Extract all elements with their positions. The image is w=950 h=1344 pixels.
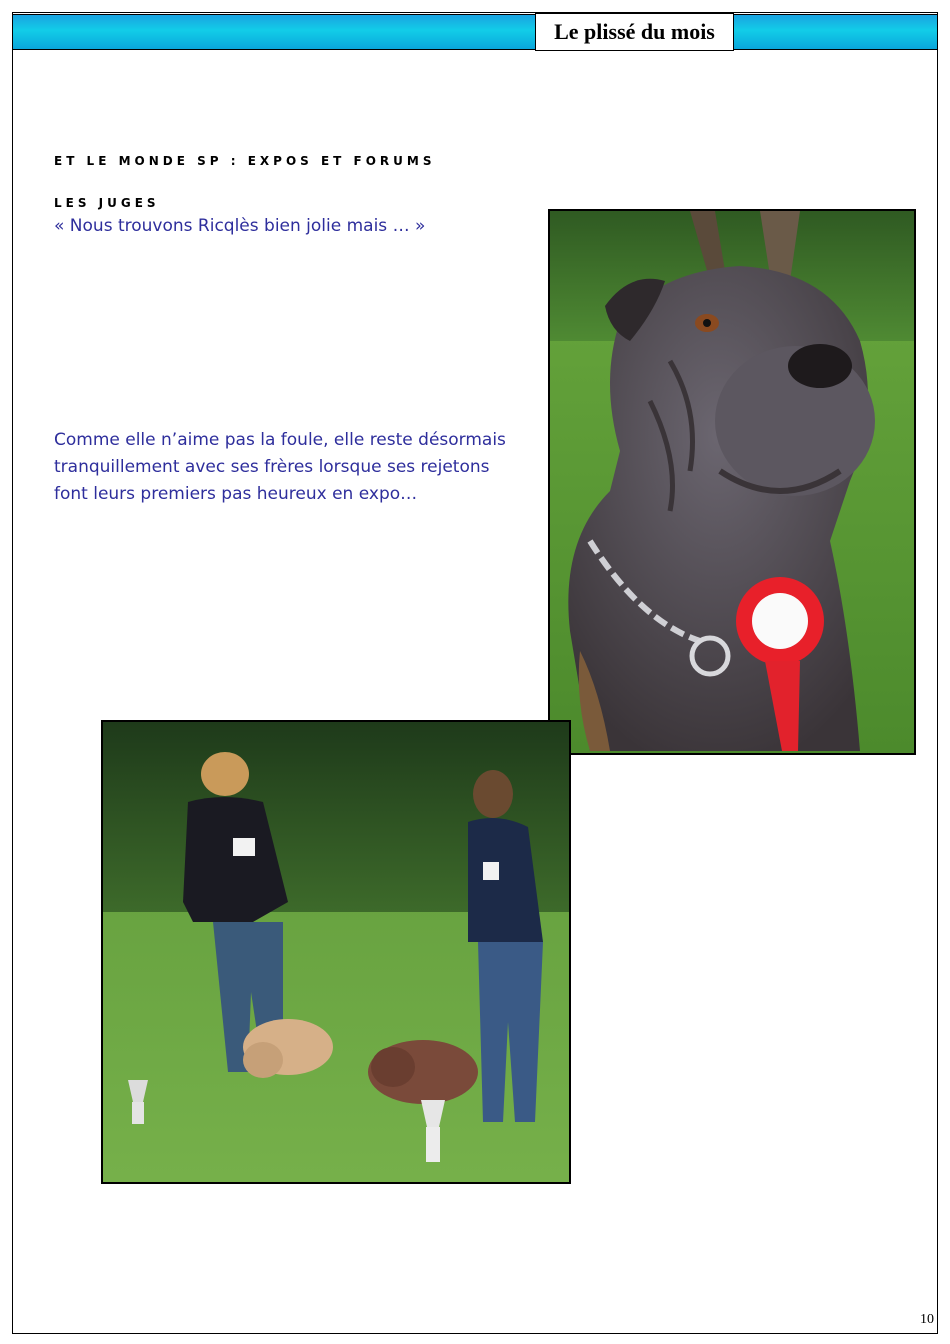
page-number: 10 [920,1312,934,1327]
dog-rosette-photo [548,209,916,755]
paragraph-line: tranquillement avec ses frères lorsque ses rejetons [54,457,490,477]
body-paragraph [54,427,534,508]
paragraph-line: font leurs premiers pas heureux en expo… [54,484,418,504]
header-title: Le plissé du mois [535,13,734,51]
paragraph-line: Comme elle n’aime pas la foule, elle reste désormais [54,430,506,450]
sub-heading: LES JUGES [54,196,160,210]
section-heading: ET LE MONDE SP : EXPOS ET FORUMS [54,154,436,168]
header-band-right [734,14,937,50]
judges-quote: « Nous trouvons Ricqlès bien jolie mais … » [54,216,426,236]
header-band-left [13,14,535,50]
dog-show-photo [101,720,571,1184]
